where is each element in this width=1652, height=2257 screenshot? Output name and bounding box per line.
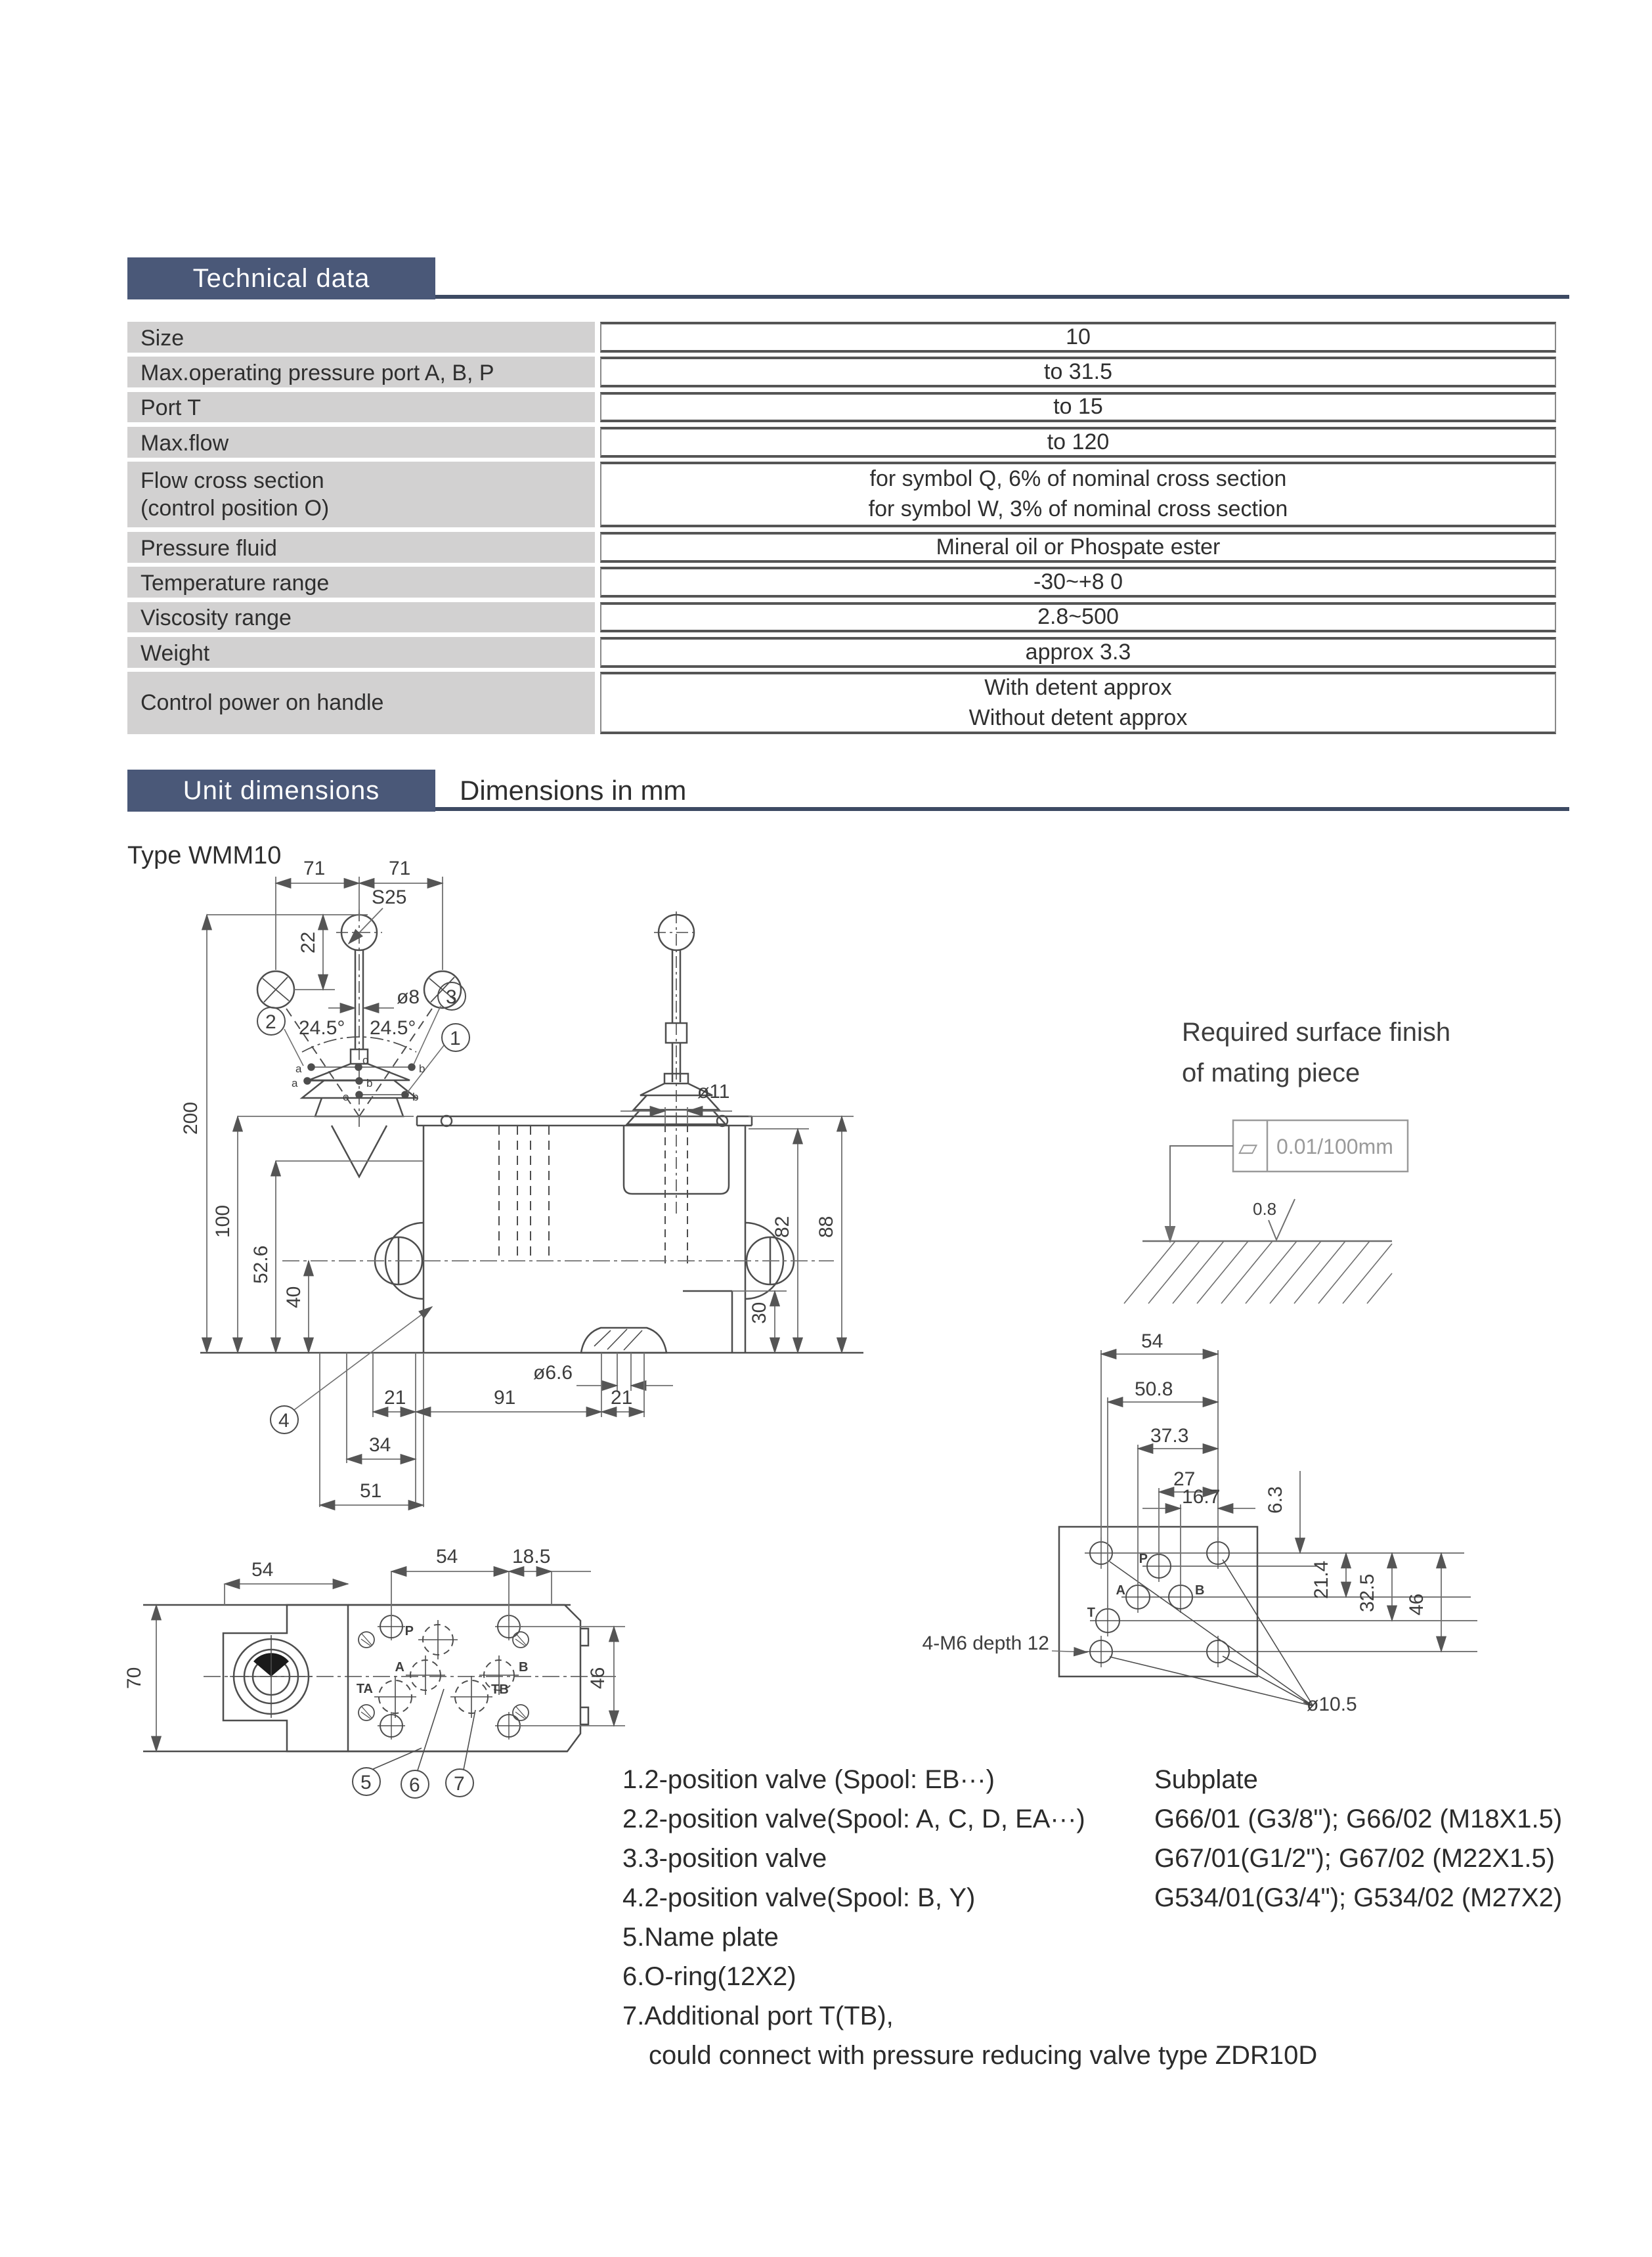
pos-letter-b1: b <box>419 1063 425 1075</box>
dim-46-bottomview: 46 <box>587 1667 609 1689</box>
port-b-label: B <box>519 1660 529 1675</box>
dim-4m6: 4-M6 depth 12 <box>922 1632 1049 1654</box>
plate-screw <box>441 1116 452 1126</box>
pos-letter-a2: a <box>292 1077 298 1089</box>
nameplate-screw <box>359 1705 374 1720</box>
pos-letter-o3: o <box>343 1091 349 1103</box>
dimensions-in-mm-note: Dimensions in mm <box>460 775 687 806</box>
subplate-labels <box>923 1330 1427 1715</box>
dim-526: 52.6 <box>250 1245 272 1284</box>
hidden-bores <box>499 1126 549 1261</box>
dim-82: 82 <box>772 1216 793 1238</box>
table-row-label <box>127 532 595 563</box>
row-value: Mineral oil or Phospate ester <box>936 534 1221 559</box>
surface-finish-line2: of mating piece <box>1182 1059 1360 1087</box>
subplate-port-p-label: P <box>1139 1552 1148 1566</box>
table-row-label <box>127 602 595 632</box>
row-value: 2.8~500 <box>1037 604 1119 630</box>
note-item: 4.2-position valve(Spool: B, Y) <box>622 1883 976 1912</box>
subplate-port-a-label: A <box>1116 1583 1125 1598</box>
flatness-icon: ▱ <box>1238 1134 1258 1162</box>
port-p-label: P <box>404 1624 414 1638</box>
callout-5: 5 <box>360 1772 372 1793</box>
unit-dimensions-drawing <box>0 834 1652 1858</box>
port-ta-label: TA <box>356 1682 373 1696</box>
bottom-view <box>143 1605 617 1798</box>
row-value: to 120 <box>1047 429 1110 454</box>
surface-finish <box>1124 1018 1450 1304</box>
dim-63: 6.3 <box>1265 1486 1286 1514</box>
dim-51: 51 <box>360 1480 382 1502</box>
note-item: 1.2-position valve (Spool: EB···) <box>622 1765 995 1794</box>
dim-91: 91 <box>494 1387 516 1409</box>
dim-70: 70 <box>123 1667 145 1689</box>
subplate-view <box>1059 1527 1477 1706</box>
angle-245-left: 24.5° <box>299 1017 345 1039</box>
subplate-outline <box>1059 1527 1257 1676</box>
row-label: Pressure fluid <box>141 536 277 561</box>
row-label: Weight <box>141 641 210 666</box>
dim-185: 18.5 <box>512 1546 551 1567</box>
technical-data-banner <box>127 257 435 299</box>
row-value: to 31.5 <box>1044 359 1112 384</box>
dim-21-left: 21 <box>384 1387 406 1409</box>
dim-167: 16.7 <box>1182 1486 1221 1508</box>
valve-body-outline <box>424 1126 745 1353</box>
row-label: Max.flow <box>141 431 229 456</box>
table-row-value <box>600 567 1556 598</box>
table-row-value <box>600 462 1556 527</box>
row-label: Size <box>141 326 185 351</box>
row-value: for symbol Q, 6% of nominal cross section <box>869 466 1287 492</box>
dim-27: 27 <box>1173 1468 1196 1490</box>
subplate-port-b-label: B <box>1195 1583 1205 1598</box>
hole-leader-fan <box>1110 1560 1313 1706</box>
spigot-hump <box>581 1328 666 1353</box>
nameplate-screw <box>513 1632 529 1648</box>
nameplate-screw <box>359 1632 374 1648</box>
angle-245-right: 24.5° <box>370 1017 416 1039</box>
subplate-dimensions <box>1052 1350 1441 1652</box>
port-tb-label: TB <box>491 1682 509 1697</box>
table-row-value <box>600 357 1556 387</box>
dim-54-end: 54 <box>251 1559 274 1581</box>
end-block-outline <box>223 1605 348 1751</box>
dim-40: 40 <box>283 1286 305 1308</box>
row-label-line2: (control position O) <box>141 496 330 521</box>
row-label: Control power on handle <box>141 690 384 715</box>
dim-325: 32.5 <box>1357 1573 1378 1612</box>
dim-dia8: ø8 <box>397 986 420 1008</box>
dim-dia66: ø6.6 <box>533 1362 573 1384</box>
callout-7: 7 <box>454 1773 465 1795</box>
note-item: 7.Additional port T(TB), <box>622 2002 894 2030</box>
table-row-label <box>127 567 595 598</box>
dim-71-right: 71 <box>389 858 411 879</box>
table-row-value <box>600 322 1556 353</box>
callout-3: 3 <box>446 986 457 1008</box>
row-label: Flow cross section <box>141 468 324 493</box>
callout-6: 6 <box>409 1774 420 1796</box>
type-label: Type WMM10 <box>127 842 282 869</box>
nameplate-screw <box>513 1705 529 1720</box>
row-label: Port T <box>141 395 201 420</box>
dim-s25: S25 <box>372 887 407 908</box>
table-row-label <box>127 322 595 353</box>
callout-4: 4 <box>278 1410 290 1432</box>
dim-373: 37.3 <box>1150 1425 1189 1447</box>
roughness-value: 0.8 <box>1253 1199 1277 1219</box>
row-value-line2: for symbol W, 3% of nominal cross section <box>868 496 1288 521</box>
unit-dimensions-title: Unit dimensions <box>183 776 380 805</box>
table-row-value <box>600 637 1556 668</box>
dim-71-left: 71 <box>303 858 326 879</box>
note-item: 6.O-ring(12X2) <box>622 1962 796 1991</box>
row-value: -30~+8 0 <box>1033 569 1123 594</box>
dim-105: ø10.5 <box>1307 1694 1357 1715</box>
dim-34: 34 <box>369 1434 391 1456</box>
table-row-label <box>127 427 595 458</box>
unit-dimensions-banner <box>127 770 435 812</box>
flatness-value: 0.01/100mm <box>1276 1135 1393 1158</box>
table-row-label <box>127 392 595 422</box>
bottom-view-dimensions <box>156 1571 625 1751</box>
table-row-value <box>600 392 1556 422</box>
row-value: approx 3.3 <box>1025 639 1131 665</box>
dim-54-top: 54 <box>436 1546 458 1567</box>
row-label: Max.operating pressure port A, B, P <box>141 361 494 385</box>
dim-22: 22 <box>297 931 319 953</box>
note-item: 5.Name plate <box>622 1923 779 1952</box>
table-row-label <box>127 672 595 734</box>
dim-88: 88 <box>815 1216 837 1238</box>
table-row-label <box>127 462 595 527</box>
row-value-line2: Without detent approx <box>968 705 1188 730</box>
note-item: 2.2-position valve(Spool: A, C, D, EA···) <box>622 1805 1085 1833</box>
dim-sp54: 54 <box>1141 1330 1163 1352</box>
boot-cone <box>332 1126 387 1177</box>
technical-data-title: Technical data <box>192 263 370 293</box>
table-row-value <box>600 427 1556 458</box>
ground-hatching <box>1124 1241 1392 1304</box>
note-item: could connect with pressure reducing valve type ZDR10D <box>649 2041 1318 2070</box>
subplate-note: G534/01(G3/4"); G534/02 (M27X2) <box>1154 1883 1563 1912</box>
subplate-note: G67/01(G1/2"); G67/02 (M22X1.5) <box>1154 1844 1555 1873</box>
dim-200: 200 <box>180 1101 202 1135</box>
pos-letter-a1: a <box>295 1063 302 1075</box>
callout-1: 1 <box>450 1028 461 1049</box>
dim-46-subplate: 46 <box>1406 1593 1427 1615</box>
table-row-value <box>600 602 1556 632</box>
table-row-label <box>127 637 595 668</box>
pos-letter-o1: o <box>362 1054 369 1066</box>
row-label: Viscosity range <box>141 605 292 630</box>
dim-508: 50.8 <box>1135 1378 1173 1400</box>
row-value: With detent approx <box>984 674 1172 700</box>
bottom-view-labels <box>123 1546 609 1796</box>
subplate-note: Subplate <box>1154 1765 1258 1794</box>
row-value: to 15 <box>1053 394 1103 420</box>
row-label: Temperature range <box>141 571 330 596</box>
dim-dia11: ø11 <box>697 1081 730 1103</box>
dim-214: 21.4 <box>1311 1560 1332 1599</box>
row-value: 10 <box>1066 324 1091 349</box>
side-view-labels <box>180 858 837 1502</box>
table-row-value <box>600 532 1556 563</box>
table-row-label <box>127 357 595 387</box>
dim-21-right: 21 <box>611 1387 633 1409</box>
dim-100: 100 <box>212 1204 234 1238</box>
subplate-note: G66/01 (G3/8"); G66/02 (M18X1.5) <box>1154 1805 1563 1833</box>
table-row-value <box>600 672 1556 734</box>
surface-finish-line1: Required surface finish <box>1182 1018 1451 1047</box>
dim-30: 30 <box>749 1302 770 1324</box>
pos-letter-b3: b <box>412 1091 419 1103</box>
callout-2: 2 <box>265 1011 276 1033</box>
left-knob-cross <box>263 977 289 1002</box>
port-a-label: A <box>395 1660 404 1675</box>
subplate-port-t-label: T <box>1087 1606 1095 1620</box>
pos-letter-b2: b <box>366 1077 373 1089</box>
note-item: 3.3-position valve <box>622 1844 827 1873</box>
